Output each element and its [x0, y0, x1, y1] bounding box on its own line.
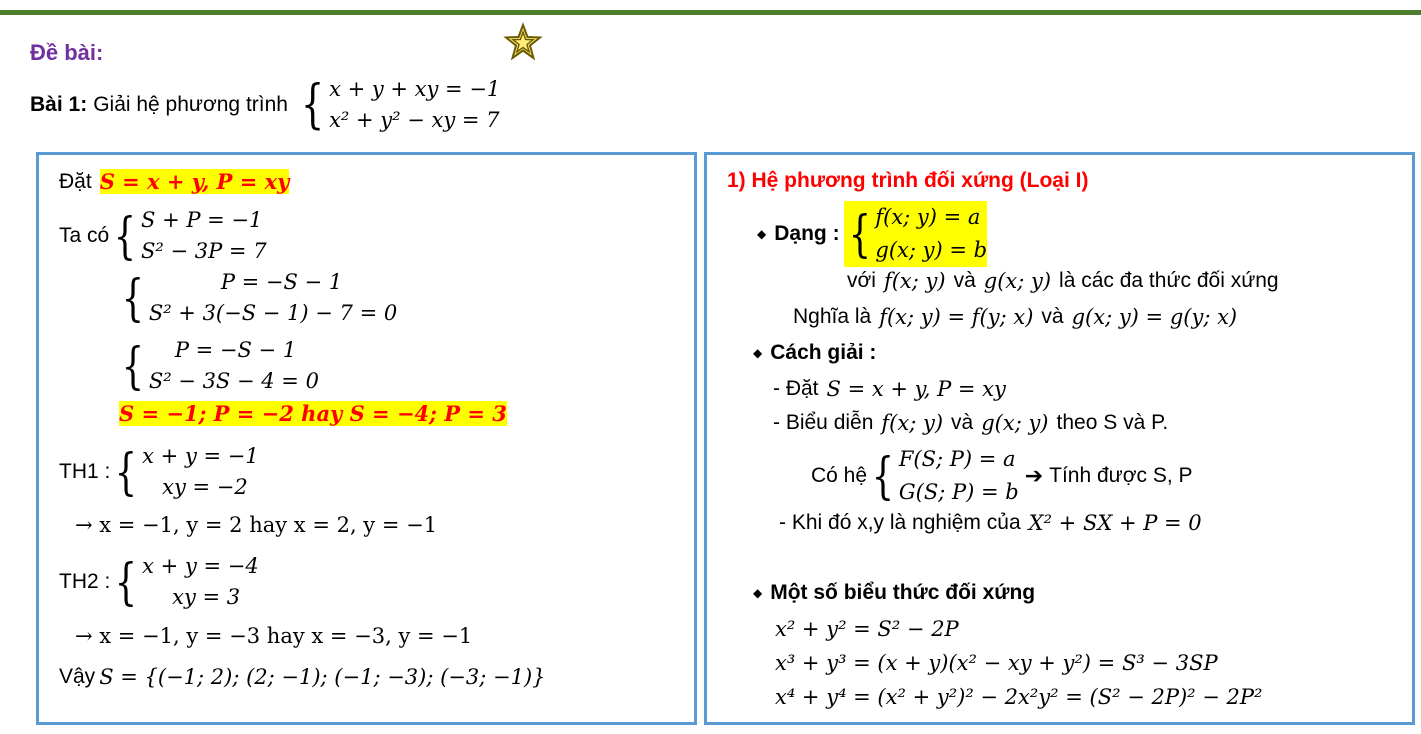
diamond-bullet-icon: ◆ — [753, 586, 763, 600]
simplified-system: { P = −S − 1 S² − 3S − 4 = 0 — [121, 337, 319, 395]
page-heading: Đề bài: — [30, 40, 104, 65]
solution-panel — [36, 152, 697, 725]
with-post: là các đa thức đối xứng — [1059, 269, 1279, 292]
star-icon — [503, 22, 543, 62]
step1-line — [773, 377, 1006, 401]
system-sp-eq2: S² − 3P = 7 — [141, 239, 267, 263]
case2-eq2: xy = 3 — [172, 585, 241, 609]
method-line — [753, 341, 876, 365]
with-line — [847, 269, 1279, 293]
right-arrow-icon: ➔ — [1024, 463, 1044, 488]
taco-word: Ta có — [59, 224, 110, 247]
case2-label: TH2 : — [59, 570, 111, 593]
symmetric-expr-heading-line — [753, 581, 1035, 605]
meaning-mid: và — [1041, 305, 1064, 328]
substitution-line — [59, 169, 289, 194]
problem-label: Bài 1: — [30, 93, 88, 116]
case1-result: → x = −1, y = 2 hay x = 2, y = −1 — [75, 513, 438, 537]
case2-eq1: x + y = −4 — [142, 554, 259, 578]
problem-text: Giải hệ phương trình — [93, 93, 288, 116]
dat-word: Đặt — [59, 169, 92, 193]
case1-label: TH1 : — [59, 460, 111, 483]
step2-mid: và — [951, 411, 974, 434]
step2-pre: - Biểu diễn — [773, 411, 874, 434]
derived-eq2: G(S; P) = b — [898, 480, 1019, 504]
derived-system-post: Tính được S, P — [1049, 464, 1193, 487]
substituted-system: { P = −S − 1 S² + 3(−S − 1) − 7 = 0 — [121, 269, 398, 327]
symmetric-expr-heading: Một số biểu thức đối xứng — [770, 581, 1036, 604]
diamond-bullet-icon: ◆ — [753, 346, 763, 360]
sp-result: S = −1; P = −2 hay S = −4; P = 3 — [119, 401, 507, 426]
step3-expr: X² + SX + P = 0 — [1028, 511, 1202, 535]
case1-result-line — [75, 513, 437, 537]
with-f: f(x; y) — [883, 269, 946, 293]
with-g: g(x; y) — [983, 269, 1052, 293]
form-label: Dạng : — [774, 222, 840, 245]
case2-result: → x = −1, y = −3 hay x = −3, y = −1 — [75, 624, 473, 648]
step2-g: g(x; y) — [981, 411, 1049, 435]
case2-result-line — [75, 624, 472, 648]
problem-statement — [30, 72, 500, 138]
theory-title-line — [727, 169, 1088, 193]
method-label: Cách giải : — [770, 341, 877, 364]
symmetric-expr-1: x² + y² = S² − 2P — [775, 617, 959, 641]
theory-panel — [704, 152, 1415, 725]
step3-pre: - Khi đó x,y là nghiệm của — [779, 511, 1021, 534]
solution-set: S = {(−1; 2); (2; −1); (−1; −3); (−3; −1)} — [99, 665, 546, 689]
case1-eq2: xy = −2 — [162, 475, 248, 499]
substituted-eq1: P = −S − 1 — [220, 270, 343, 294]
symmetric-expr-3: x⁴ + y⁴ = (x² + y²)² − 2x²y² = (S² − 2P)² − 2P² — [775, 685, 1263, 709]
step1-pre: - Đặt — [773, 377, 819, 400]
top-divider — [0, 10, 1421, 15]
with-pre: với — [847, 269, 876, 292]
sp-result-line — [119, 401, 507, 426]
problem-system: { x + y + xy = −1 x² + y² − xy = 7 — [300, 75, 501, 135]
meaning-eq2: g(x; y) = g(y; x) — [1071, 305, 1238, 329]
meaning-eq1: f(x; y) = f(y; x) — [879, 305, 1034, 329]
system-sp: { S + P = −1 S² − 3P = 7 — [113, 207, 267, 265]
meaning-pre: Nghĩa là — [793, 305, 872, 328]
derived-eq1: F(S; P) = a — [898, 447, 1016, 471]
form-eq1: f(x; y) = a — [875, 205, 981, 229]
substituted-eq2: S² + 3(−S − 1) − 7 = 0 — [148, 301, 398, 325]
problem-eq1: x + y + xy = −1 — [329, 77, 501, 101]
step2-f: f(x; y) — [881, 411, 944, 435]
case2-line: TH2 : { x + y = −4 xy = 3 — [59, 553, 259, 611]
form-eq2: g(x; y) = b — [875, 238, 988, 262]
form-line — [757, 201, 987, 267]
theory-title: 1) Hệ phương trình đối xứng (Loại I) — [727, 169, 1089, 192]
problem-eq2: x² + y² − xy = 7 — [329, 108, 500, 132]
conclusion-line — [59, 665, 546, 689]
substitution-expr: S = x + y, P = xy — [99, 169, 290, 194]
derived-system-pre: Có hệ — [811, 464, 868, 487]
step1-expr: S = x + y, P = xy — [826, 377, 1006, 401]
simplified-eq1: P = −S − 1 — [174, 338, 297, 362]
case1-eq1: x + y = −1 — [142, 444, 259, 468]
with-mid: và — [953, 269, 976, 292]
step2-post: theo S và P. — [1056, 411, 1169, 434]
derived-system-line: Có hệ { F(S; P) = a G(S; P) = b ➔ Tính được S, P — [811, 443, 1193, 509]
conclusion-word: Vậy — [59, 665, 96, 688]
meaning-line — [793, 305, 1237, 329]
diamond-bullet-icon: ◆ — [757, 227, 767, 241]
step3-line — [779, 511, 1202, 535]
system-sp-eq1: S + P = −1 — [141, 208, 263, 232]
form-system: { f(x; y) = a g(x; y) = b — [844, 201, 988, 267]
symmetric-expr-2: x³ + y³ = (x + y)(x² − xy + y²) = S³ − 3SP — [775, 651, 1218, 675]
taco-line — [59, 205, 267, 267]
step2-line — [773, 411, 1168, 435]
case1-line: TH1 : { x + y = −1 xy = −2 — [59, 443, 259, 501]
simplified-eq2: S² − 3S − 4 = 0 — [148, 369, 319, 393]
